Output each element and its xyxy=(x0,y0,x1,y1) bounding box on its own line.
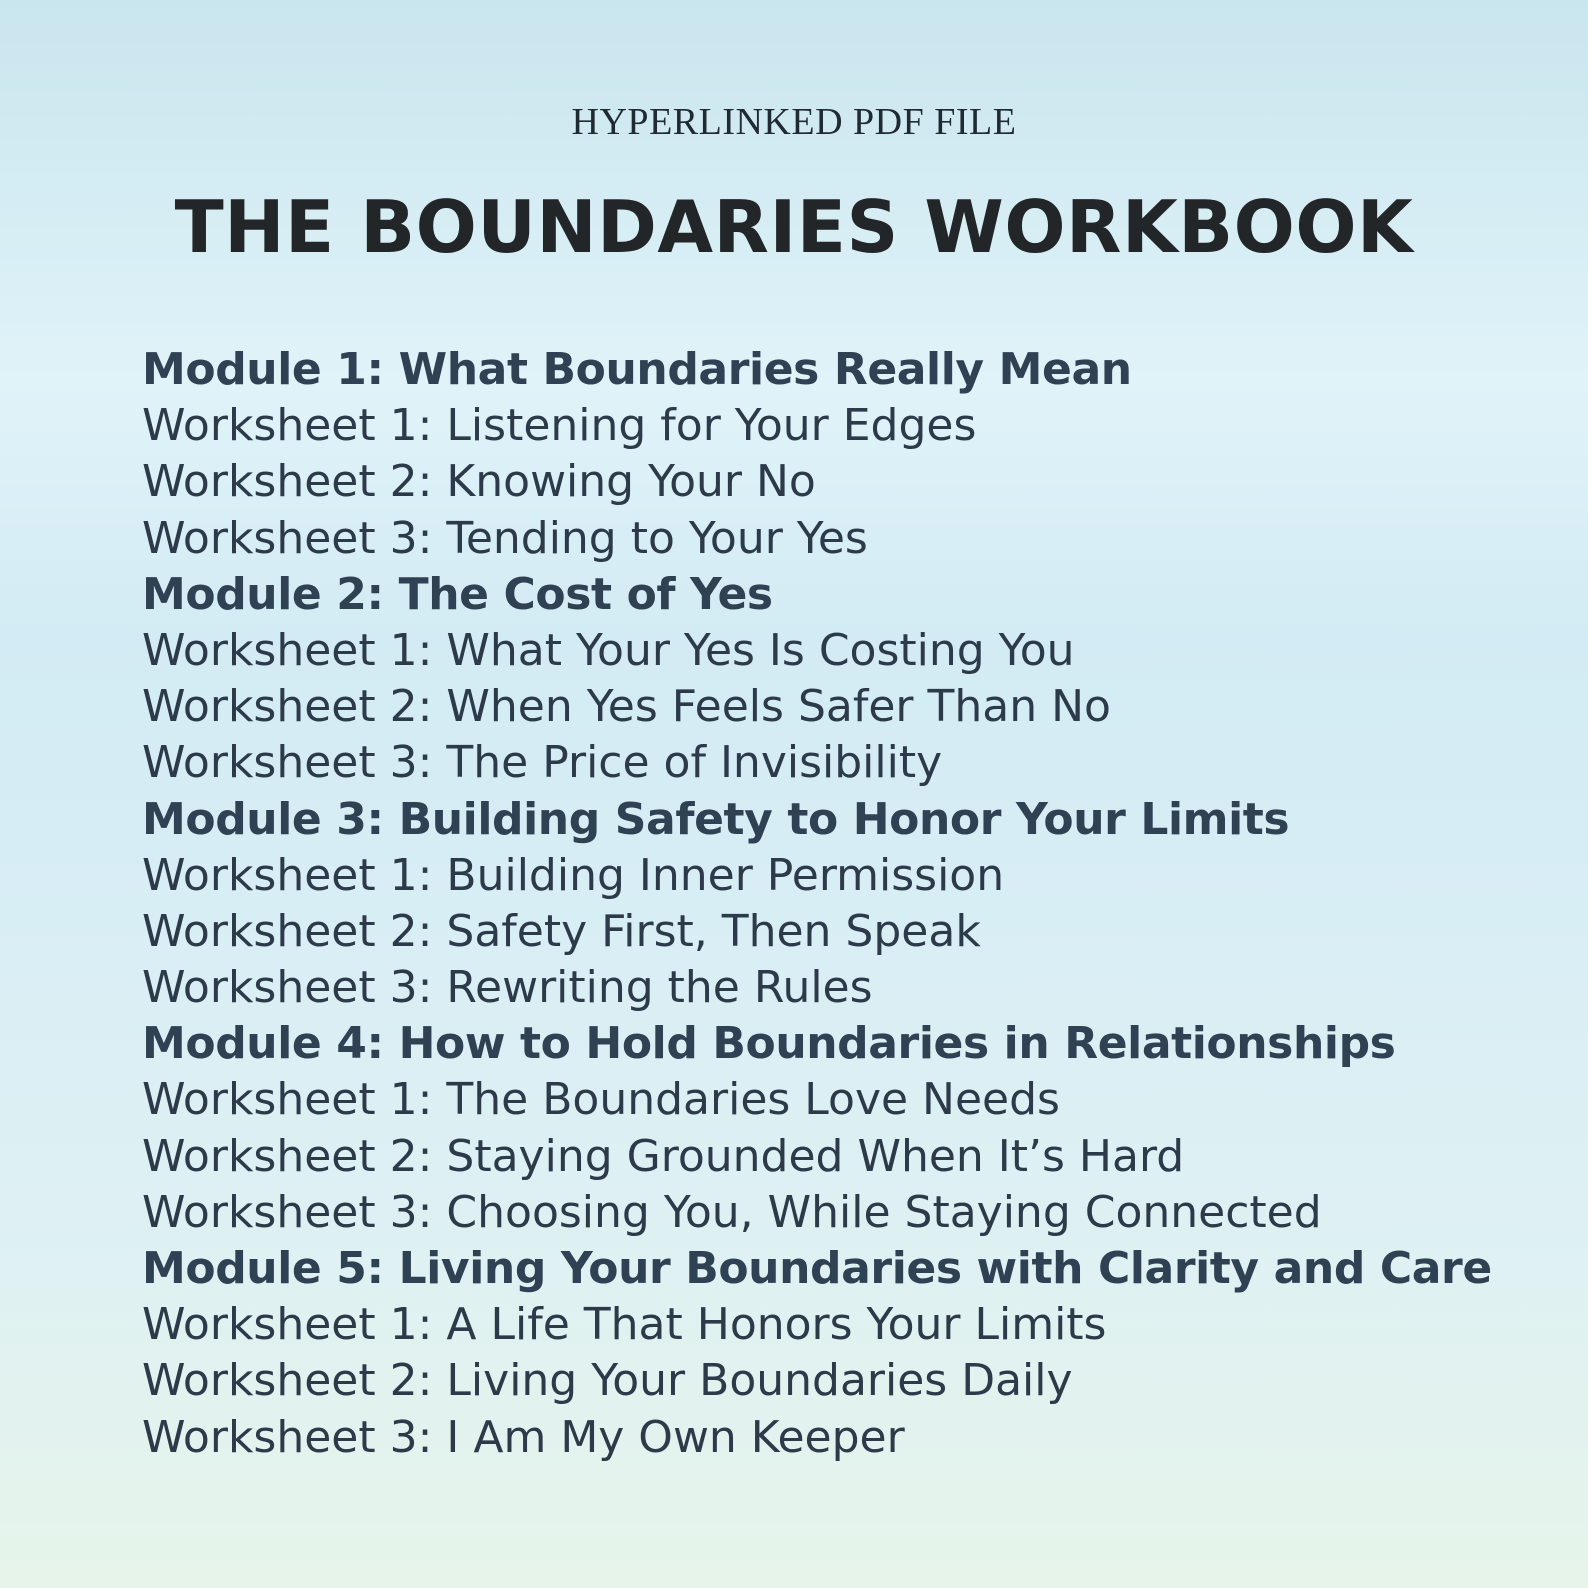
page-title: THE BOUNDARIES WORKBOOK xyxy=(174,185,1414,269)
toc-worksheet-3-1[interactable]: Worksheet 1: Building Inner Permission xyxy=(142,849,1005,901)
toc-worksheet-1-1[interactable]: Worksheet 1: Listening for Your Edges xyxy=(142,400,977,452)
toc-module-1[interactable]: Module 1: What Boundaries Really Mean xyxy=(142,344,1132,395)
toc-worksheet-4-1[interactable]: Worksheet 1: The Boundaries Love Needs xyxy=(142,1074,1060,1126)
toc-module-5[interactable]: Module 5: Living Your Boundaries with Clarity and Care xyxy=(142,1243,1492,1294)
toc-worksheet-5-1[interactable]: Worksheet 1: A Life That Honors Your Limits xyxy=(142,1299,1107,1351)
toc-worksheet-1-2[interactable]: Worksheet 2: Knowing Your No xyxy=(142,456,816,508)
toc-worksheet-4-2[interactable]: Worksheet 2: Staying Grounded When It’s Hard xyxy=(142,1130,1185,1182)
toc-worksheet-5-3[interactable]: Worksheet 3: I Am My Own Keeper xyxy=(142,1411,905,1463)
toc-worksheet-1-3[interactable]: Worksheet 3: Tending to Your Yes xyxy=(142,512,868,564)
toc-module-4[interactable]: Module 4: How to Hold Boundaries in Relationships xyxy=(142,1018,1396,1070)
toc-worksheet-5-2[interactable]: Worksheet 2: Living Your Boundaries Daily xyxy=(142,1355,1073,1407)
toc-worksheet-2-2[interactable]: Worksheet 2: When Yes Feels Safer Than No xyxy=(142,681,1111,733)
table-of-contents xyxy=(142,342,1562,1466)
toc-worksheet-4-3[interactable]: Worksheet 3: Choosing You, While Staying Connected xyxy=(142,1186,1322,1238)
toc-worksheet-2-1[interactable]: Worksheet 1: What Your Yes Is Costing You xyxy=(142,624,1075,676)
toc-worksheet-3-2[interactable]: Worksheet 2: Safety First, Then Speak xyxy=(142,905,981,957)
toc-module-2[interactable]: Module 2: The Cost of Yes xyxy=(142,568,773,620)
toc-module-3[interactable]: Module 3: Building Safety to Honor Your Limits xyxy=(142,793,1290,845)
toc-worksheet-2-3[interactable]: Worksheet 3: The Price of Invisibility xyxy=(142,737,943,789)
eyebrow-label: HYPERLINKED PDF FILE xyxy=(571,101,1017,143)
toc-worksheet-3-3[interactable]: Worksheet 3: Rewriting the Rules xyxy=(142,962,873,1014)
